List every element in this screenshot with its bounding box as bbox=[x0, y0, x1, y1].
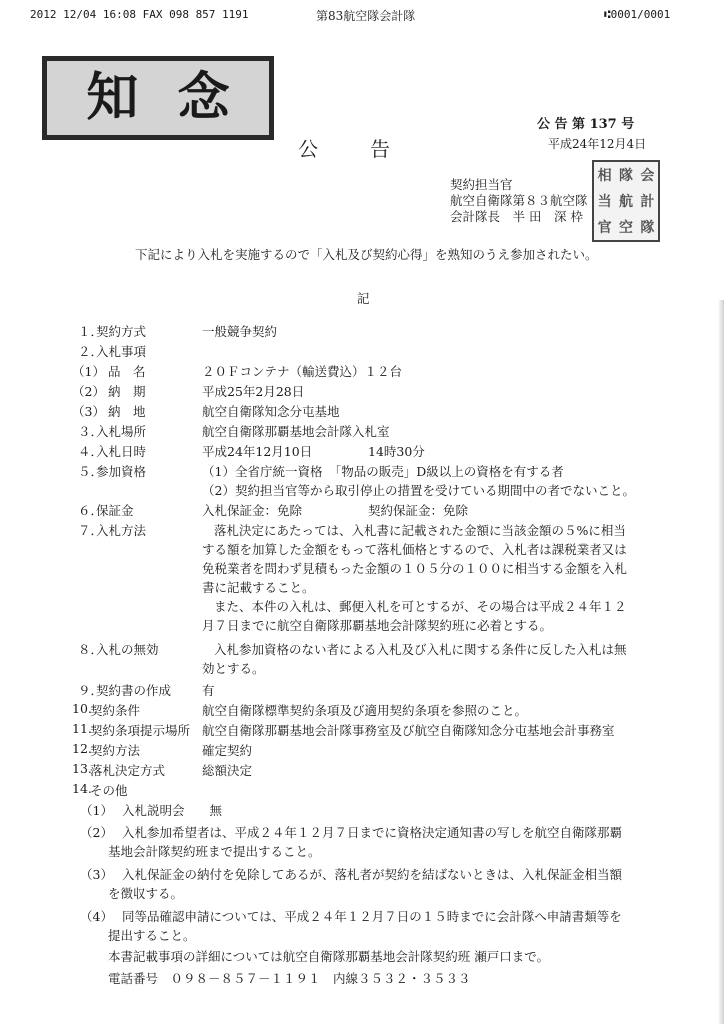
item-label: 入札の無効 bbox=[96, 642, 159, 657]
item-value: 航空自衛隊那覇基地会計隊事務室及び航空自衛隊知念分屯基地会計事務室 bbox=[202, 723, 615, 738]
seal-char: 当 bbox=[597, 194, 612, 210]
item-number: 10. bbox=[72, 701, 92, 716]
seal-char: 官 bbox=[597, 220, 612, 236]
item-value: 航空自衛隊那覇基地会計隊入札室 bbox=[202, 424, 390, 439]
item-paragraph: 入札参加資格のない者による入札及び入札に関する条件に反した入札は無 bbox=[214, 642, 627, 657]
item-paragraph: また、本件の入札は、郵便入札を可とするが、その場合は平成２４年１２ bbox=[214, 599, 627, 614]
intro-text: 下記により入札を実施するので「入札及び契約心得」を熟知のうえ参加されたい。 bbox=[135, 247, 598, 262]
issuer-line-2: 航空自衛隊第８３航空隊 bbox=[450, 193, 588, 208]
item-label: 契約条件 bbox=[90, 703, 141, 718]
item-number: ９． bbox=[78, 683, 104, 698]
item-number: ３． bbox=[78, 424, 104, 439]
item-paragraph: 月７日までに航空自衛隊那覇基地会計隊契約班に必着とする。 bbox=[202, 618, 553, 633]
chinen-stamp bbox=[42, 56, 274, 140]
item-number: ６． bbox=[78, 503, 104, 518]
item-paragraph: 落札決定にあたっては、入札書に記載された金額に当該金額の５%に相当 bbox=[214, 523, 626, 538]
item-number: （2） bbox=[72, 384, 105, 399]
fax-header-center: 第83航空隊会計隊 bbox=[316, 9, 416, 23]
other-text: 同等品確認申請については、平成２４年１２月７日の１５時までに会計隊へ申請書類等を bbox=[122, 909, 622, 924]
item-label: 落札決定方式 bbox=[90, 763, 166, 778]
issuer-line-3: 会計隊長 半 田 深 枠 bbox=[450, 209, 583, 224]
seal-char: 計 bbox=[640, 194, 655, 210]
seal-char: 隊 bbox=[640, 220, 655, 236]
item-number: 11. bbox=[72, 721, 92, 736]
item-number: ８． bbox=[78, 642, 104, 657]
item-value: （2）契約担当官等から取引停止の措置を受けている期間中の者でないこと。 bbox=[202, 483, 635, 498]
item-label: 契約方法 bbox=[90, 743, 141, 758]
issuer-line-1: 契約担当官 bbox=[450, 177, 513, 192]
notice-date: 平成24年12月4日 bbox=[548, 137, 647, 151]
item-label: 契約方式 bbox=[96, 324, 147, 339]
item-value: （1）全省庁統一資格 「物品の販売」D級以上の資格を有する者 bbox=[202, 464, 564, 479]
item-label: その他 bbox=[90, 783, 128, 798]
item-number: ５． bbox=[78, 464, 104, 479]
item-label: 参加資格 bbox=[96, 464, 147, 479]
other-number: （3） bbox=[80, 867, 113, 882]
stamp-char-2: 念 bbox=[177, 67, 230, 128]
item-value-2: 契約保証金：免除 bbox=[368, 503, 469, 518]
item-value: 入札保証金：免除 bbox=[202, 503, 303, 518]
item-label: 入札場所 bbox=[96, 424, 147, 439]
item-label: 保証金 bbox=[96, 503, 134, 518]
item-label: 契約条項提示場所 bbox=[90, 723, 191, 738]
item-label: 入札方法 bbox=[96, 523, 147, 538]
other-number: （1） bbox=[80, 803, 113, 818]
item-number: ２． bbox=[78, 344, 104, 359]
stamp-char-1: 知 bbox=[86, 67, 139, 128]
seal-char: 航 bbox=[618, 194, 633, 210]
item-label: 納 期 bbox=[108, 384, 146, 399]
item-value: 一般競争契約 bbox=[202, 324, 278, 339]
item-paragraph: 免税業者を問わず見積もった金額の１０５分の１００に相当する金額を入札 bbox=[202, 561, 628, 576]
item-paragraph: 書に記載すること。 bbox=[202, 580, 315, 595]
item-number: （1） bbox=[72, 364, 105, 379]
fax-header-left: 2012 12/04 16:08 FAX 098 857 1191 bbox=[30, 8, 249, 21]
item-value: 確定契約 bbox=[202, 743, 253, 758]
page-title: 公告 bbox=[298, 137, 442, 161]
other-text: 入札参加希望者は、平成２４年１２月７日までに資格決定通知書の写しを航空自衛隊那覇 bbox=[122, 825, 623, 840]
item-label: 契約書の作成 bbox=[96, 683, 172, 698]
contact-text: 本書記載事項の詳細については航空自衛隊那覇基地会計隊契約班 瀬戸口まで。 bbox=[108, 949, 549, 964]
item-label: 入札事項 bbox=[96, 344, 147, 359]
scan-edge-shadow bbox=[718, 300, 724, 1024]
seal-char: 会 bbox=[640, 168, 655, 184]
item-value: 航空自衛隊知念分屯基地 bbox=[202, 404, 340, 419]
item-label: 入札日時 bbox=[96, 444, 147, 459]
fax-header-right: ⑆0001/0001 bbox=[604, 8, 671, 21]
other-text: 入札説明会 無 bbox=[122, 803, 223, 818]
item-value-time: 14時30分 bbox=[368, 444, 425, 459]
other-text: を徴収する。 bbox=[108, 886, 184, 901]
item-number: 13. bbox=[72, 761, 92, 776]
seal-char: 隊 bbox=[618, 168, 633, 184]
item-number: 12. bbox=[72, 741, 92, 756]
item-value: 航空自衛隊標準契約条項及び適用契約条項を参照のこと。 bbox=[202, 703, 528, 718]
item-label: 納 地 bbox=[108, 404, 146, 419]
other-text: 提出すること。 bbox=[108, 928, 196, 943]
item-value: ２０Ｆコンテナ（輸送費込）１２台 bbox=[202, 364, 403, 379]
item-number: 14. bbox=[72, 781, 92, 796]
other-number: （2） bbox=[80, 825, 113, 840]
notice-number: 公 告 第 137 号 bbox=[537, 117, 635, 132]
other-number: （4） bbox=[80, 909, 113, 924]
item-value: 平成25年2月28日 bbox=[202, 384, 305, 399]
item-number: １． bbox=[78, 324, 104, 339]
item-value: 総額決定 bbox=[202, 763, 253, 778]
item-label: 品 名 bbox=[108, 364, 146, 379]
ki-heading: 記 bbox=[357, 291, 370, 306]
other-text: 基地会計隊契約班まで提出すること。 bbox=[108, 844, 321, 859]
seal-char: 相 bbox=[597, 168, 612, 184]
item-paragraph: する額を加算した金額をもって落札価格とするので、入札者は課税業者又は bbox=[202, 542, 627, 557]
item-number: ７． bbox=[78, 523, 104, 538]
phone-text: 電話番号 ０９８－８５７－１１９１ 内線３５３２・３５３３ bbox=[108, 971, 471, 986]
item-paragraph: 効とする。 bbox=[202, 661, 265, 676]
seal-char: 空 bbox=[618, 220, 633, 236]
item-number: ４． bbox=[78, 444, 104, 459]
item-number: （3） bbox=[72, 404, 105, 419]
official-seal bbox=[592, 160, 660, 242]
other-text: 入札保証金の納付を免除してあるが、落札者が契約を結ばないときは、入札保証金相当額 bbox=[122, 867, 623, 882]
item-value: 平成24年12月10日 bbox=[202, 444, 313, 459]
item-value: 有 bbox=[202, 683, 215, 698]
